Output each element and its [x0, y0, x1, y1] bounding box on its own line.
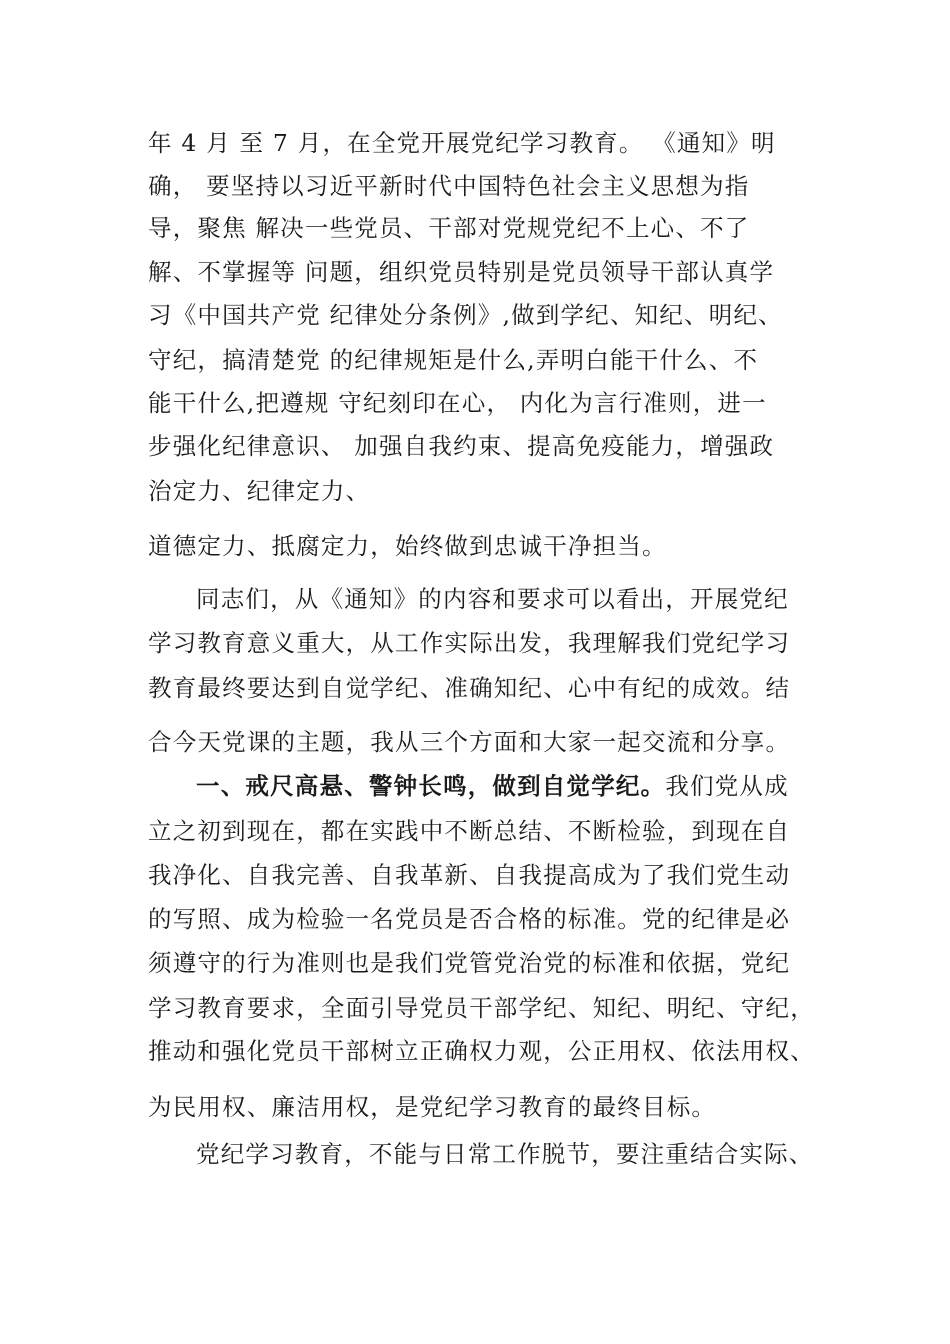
text-line: 步强化纪律意识、 加强自我约束、提高免疫能力，增强政	[148, 432, 775, 460]
section-heading-line	[196, 771, 789, 801]
text-line: 合今天党课的主题，我从三个方面和大家一起交流和分享。	[148, 728, 791, 756]
text-line: 习《中国共产党 纪律处分条例》,做到学纪、知纪、明纪、	[148, 301, 783, 329]
text-line: 年 4 月 至 7 月，在全党开展党纪学习教育。 《通知》明	[148, 129, 776, 157]
text-line: 确， 要坚持以习近平新时代中国特色社会主义思想为指	[148, 172, 750, 200]
text-line: 推动和强化党员干部树立正确权力观，公正用权、依法用权、	[148, 1037, 815, 1065]
text-line: 教育最终要达到自觉学纪、准确知纪、心中有纪的成效。结	[148, 674, 791, 702]
text-line: 解、不掌握等 问题，组织党员特别是党员领导干部认真学	[148, 258, 775, 286]
text-line: 的写照、成为检验一名党员是否合格的标准。党的纪律是必	[148, 905, 791, 933]
text-line: 导，聚焦 解决一些党员、干部对党规党纪不上心、不了	[148, 214, 750, 242]
text-line: 治定力、纪律定力、	[148, 477, 371, 505]
text-line: 立之初到现在，都在实践中不断总结、不断检验，到现在自	[148, 817, 791, 845]
text-line: 我净化、自我完善、自我革新、自我提高成为了我们党生动	[148, 861, 791, 889]
text-line: 为民用权、廉洁用权，是党纪学习教育的最终目标。	[148, 1093, 717, 1121]
section-heading-tail: 我们党从成	[665, 772, 789, 800]
text-line: 道德定力、抵腐定力，始终做到忠诚干净担当。	[148, 532, 667, 560]
text-line: 能干什么,把遵规 守纪刻印在心， 内化为言行准则，进一	[148, 389, 767, 417]
text-line: 学习教育意义重大，从工作实际出发，我理解我们党纪学习	[148, 629, 791, 657]
text-line: 守纪，搞清楚党 的纪律规矩是什么,弄明白能干什么、不	[148, 346, 759, 374]
text-line: 同志们，从《通知》的内容和要求可以看出，开展党纪	[196, 585, 789, 613]
text-line: 党纪学习教育，不能与日常工作脱节，要注重结合实际、	[196, 1140, 814, 1168]
text-line: 学习教育要求，全面引导党员干部学纪、知纪、明纪、守纪，	[148, 994, 815, 1022]
section-heading: 一、戒尺高悬、警钟长鸣，做到自觉学纪。	[196, 772, 666, 800]
text-line: 须遵守的行为准则也是我们党管党治党的标准和依据，党纪	[148, 949, 791, 977]
